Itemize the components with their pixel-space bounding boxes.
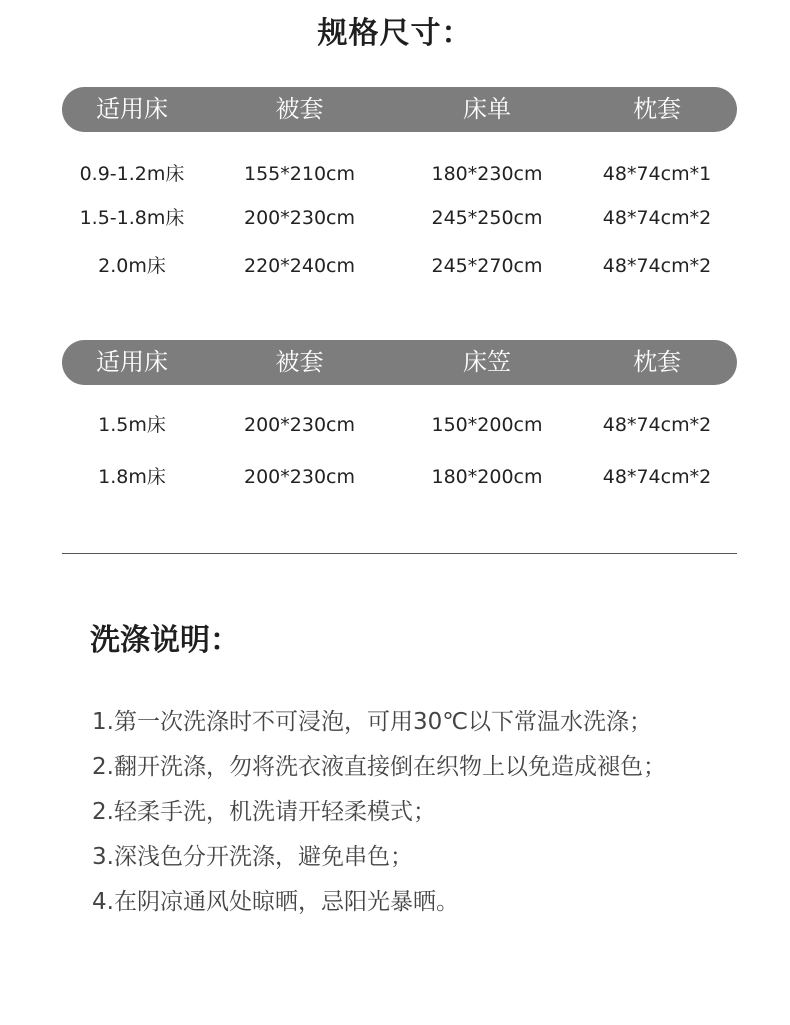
table-cell: 1.5-1.8m床: [79, 207, 185, 229]
table1-header-bed-sheet: 床单: [463, 95, 511, 123]
table-cell: 1.5m床: [98, 414, 166, 436]
table-cell: 180*230cm: [431, 163, 543, 185]
table-row: [62, 159, 737, 189]
table-cell: 48*74cm*2: [602, 255, 712, 277]
table-cell: 245*270cm: [431, 255, 543, 277]
wash-instructions-title: 洗涤说明：: [90, 623, 240, 658]
table-cell: 150*200cm: [431, 414, 543, 436]
table1-header-bed: 适用床: [96, 95, 168, 123]
table-row: [62, 251, 737, 281]
table1-header-duvet-cover: 被套: [275, 95, 324, 123]
table-cell: 0.9-1.2m床: [79, 163, 185, 185]
table2-header: [62, 340, 737, 385]
table2-header-fitted-sheet: 床笠: [463, 348, 511, 376]
wash-instructions-list: [92, 700, 666, 925]
table2-header-pillowcase: 枕套: [633, 348, 681, 376]
table1-header: [62, 87, 737, 132]
list-item: 2.翻开洗涤，勿将洗衣液直接倒在织物上以免造成褪色；: [92, 754, 666, 780]
table-row: [62, 203, 737, 233]
table1-header-pillowcase: 枕套: [633, 95, 681, 123]
table-cell: 220*240cm: [244, 255, 355, 277]
table-cell: 180*200cm: [431, 466, 543, 488]
table2-header-bed: 适用床: [96, 348, 168, 376]
table-cell: 48*74cm*2: [602, 207, 712, 229]
table-row: [62, 410, 737, 440]
spec-title: 规格尺寸：: [317, 16, 473, 51]
list-item: 1.第一次洗涤时不可浸泡，可用30℃以下常温水洗涤；: [92, 709, 653, 735]
section-divider: [62, 553, 737, 554]
list-item: 2.轻柔手洗，机洗请开轻柔模式；: [92, 799, 436, 825]
table-row: [62, 462, 737, 492]
table-cell: 2.0m床: [98, 255, 166, 277]
table-cell: 200*230cm: [244, 414, 355, 436]
list-item: 4.在阴凉通风处晾晒，忌阳光暴晒。: [92, 889, 459, 915]
table-cell: 48*74cm*2: [602, 466, 712, 488]
table-cell: 245*250cm: [431, 207, 543, 229]
table-cell: 155*210cm: [244, 163, 355, 185]
table-cell: 200*230cm: [244, 207, 355, 229]
table-cell: 200*230cm: [244, 466, 355, 488]
table2-header-duvet-cover: 被套: [275, 348, 324, 376]
table-cell: 1.8m床: [98, 466, 166, 488]
table-cell: 48*74cm*1: [602, 163, 712, 185]
list-item: 3.深浅色分开洗涤，避免串色；: [92, 844, 413, 870]
table-cell: 48*74cm*2: [602, 414, 712, 436]
